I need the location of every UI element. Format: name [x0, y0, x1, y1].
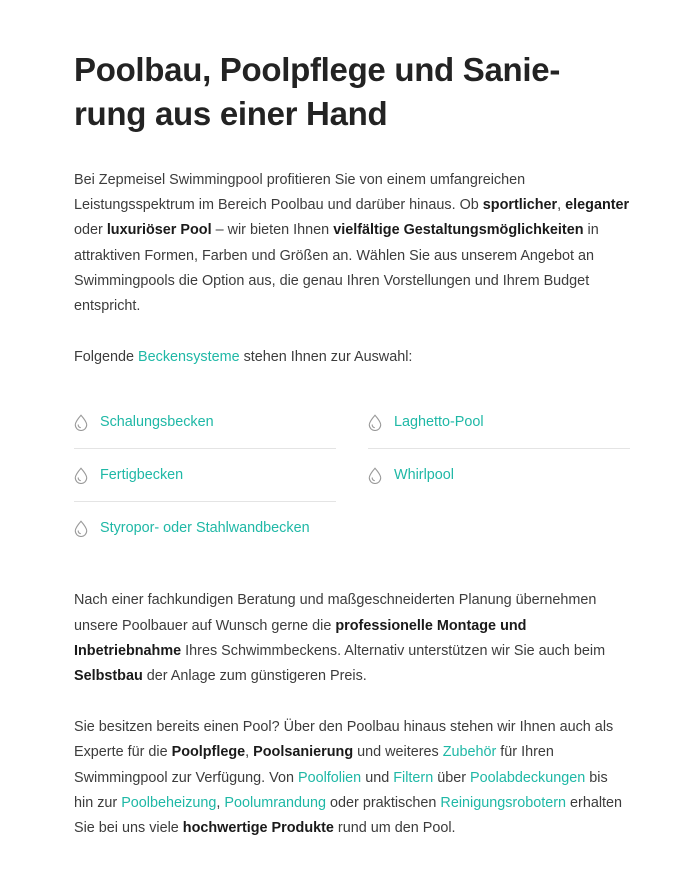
- systems-intro-text: stehen Ihnen zur Auswahl:: [239, 349, 413, 366]
- bold-poolsanierung: Poolsanierung: [253, 744, 354, 761]
- intro-text: in attraktiven Formen, Farben und Größen an. Wählen Sie aus unserem Angebot an Swimmingpools die Option aus, die genau Ihren Vorstellungen und Ihrem Budget entspricht.: [74, 222, 599, 315]
- main-content: [74, 48, 630, 841]
- bold-hochwertige-produkte: hochwertige Produkte: [182, 820, 334, 837]
- paragraph-text: ,: [216, 794, 225, 811]
- bold-poolpflege: Poolpflege: [171, 744, 246, 761]
- list-item: [74, 396, 336, 449]
- intro-bold-eleganter: eleganter: [565, 197, 630, 214]
- zubehoer-link[interactable]: Zubehör: [442, 744, 497, 761]
- reinigungsrobotern-link[interactable]: Reinigungsrobotern: [440, 794, 567, 811]
- water-drop-icon: [74, 414, 88, 431]
- pool-systems-list: [74, 396, 630, 554]
- intro-bold-sportlicher: sportlicher: [482, 197, 558, 214]
- intro-text: oder: [74, 222, 107, 239]
- paragraph-text: erhalten Sie bei uns viele: [74, 794, 623, 837]
- page-title-line-1: Poolbau, Poolpflege und Sanie-: [74, 51, 561, 88]
- paragraph-text: über: [433, 769, 471, 786]
- paragraph-text: Sie besitzen bereits einen Pool? Über den Poolbau hinaus stehen wir Ihnen auch als Experte für die: [74, 719, 614, 761]
- bold-selbstbau: Selbstbau: [74, 668, 143, 685]
- montage-paragraph: [74, 588, 630, 689]
- poolfolien-link[interactable]: Poolfolien: [297, 769, 362, 786]
- list-item: [74, 449, 336, 502]
- products-paragraph: [74, 715, 630, 841]
- paragraph-text: für Ihren Swimmingpool zur Verfügung. Von: [74, 744, 554, 786]
- paragraph-text: Ihres Schwimmbeckens. Alternativ unterstützen wir Sie auch beim: [181, 642, 606, 659]
- systems-intro-text: Folgende: [74, 349, 139, 366]
- system-link-schalungsbecken[interactable]: Schalungsbecken: [100, 414, 214, 431]
- system-link-laghetto-pool[interactable]: Laghetto-Pool: [394, 414, 484, 431]
- filtern-link[interactable]: Filtern: [393, 769, 434, 786]
- paragraph-text: bis hin zur: [74, 769, 608, 811]
- intro-bold-design-options: vielfältige Gestaltungsmöglichkeiten: [333, 222, 584, 239]
- page-title-line-2: rung aus einer Hand: [74, 95, 388, 132]
- paragraph-text: Nach einer fachkundigen Beratung und maßgeschneiderten Planung übernehmen unsere Poolbauer auf Wunsch gerne die: [74, 592, 597, 634]
- paragraph-text: und weiteres: [353, 744, 443, 761]
- intro-bold-luxury-pool: luxuriöser Pool: [106, 222, 212, 239]
- system-link-whirlpool[interactable]: Whirlpool: [394, 467, 454, 484]
- water-drop-icon: [368, 414, 382, 431]
- paragraph-text: oder praktischen: [326, 794, 441, 811]
- poolabdeckungen-link[interactable]: Poolabdeckungen: [470, 769, 586, 786]
- poolbeheizung-link[interactable]: Poolbeheizung: [121, 794, 217, 811]
- paragraph-text: der Anlage zum günstigeren Preis.: [142, 668, 367, 685]
- paragraph-text: und: [361, 769, 394, 786]
- paragraph-text: rund um den Pool.: [333, 820, 456, 837]
- system-link-styropor-stahlwandbecken[interactable]: Styropor- oder Stahlwandbecken: [100, 520, 310, 537]
- bold-professional-installation: professionelle Montage und Inbetriebnahme: [74, 617, 527, 659]
- list-item: [368, 396, 630, 449]
- intro-text: ,: [557, 197, 566, 214]
- list-item: [368, 449, 630, 501]
- poolumrandung-link[interactable]: Poolumrandung: [224, 794, 327, 811]
- intro-text: – wir bieten Ihnen: [211, 222, 334, 239]
- paragraph-text: ,: [245, 744, 254, 761]
- water-drop-icon: [368, 467, 382, 484]
- beckensysteme-link[interactable]: Beckensysteme: [138, 349, 240, 366]
- list-item: [74, 502, 336, 554]
- water-drop-icon: [74, 467, 88, 484]
- intro-text: Bei Zepmeisel Swimmingpool profitieren Sie von einem umfangreichen Leistungsspektrum im Bereich Poolbau und darüber hinaus. Ob: [74, 172, 526, 214]
- intro-paragraph: [74, 168, 630, 319]
- water-drop-icon: [74, 520, 88, 537]
- systems-intro: [74, 345, 630, 370]
- page-title: [74, 48, 630, 136]
- system-link-fertigbecken[interactable]: Fertigbecken: [100, 467, 184, 484]
